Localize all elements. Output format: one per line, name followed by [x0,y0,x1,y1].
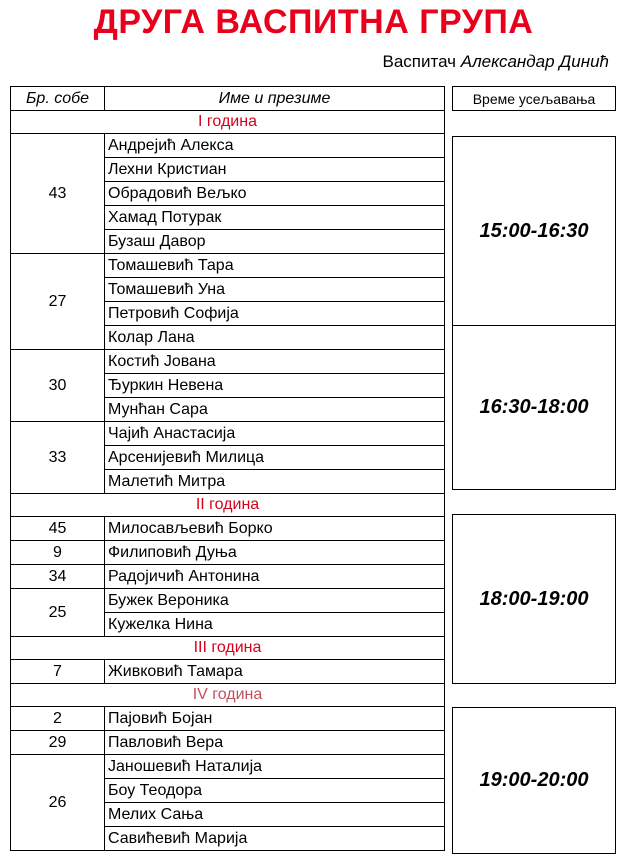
room-number: 2 [11,707,105,731]
year-label: IV година [11,684,445,707]
table-row [11,660,445,684]
time-header: Време усељавања [452,86,616,111]
student-name: Колар Лана [105,326,445,350]
student-name: Ђуркин Невена [105,374,445,398]
student-name: Малетић Митра [105,470,445,494]
student-name: Радојичић Антонина [105,565,445,589]
time-slot: 18:00-19:00 [452,514,616,684]
room-number: 25 [11,589,105,637]
room-number: 30 [11,350,105,422]
room-header: Бр. собе [11,87,105,111]
roster-table [10,86,445,851]
room-number: 26 [11,755,105,851]
time-slot: 16:30-18:00 [452,325,616,490]
header-row [11,87,445,111]
room-number: 7 [11,660,105,684]
student-name: Чајић Анастасија [105,422,445,446]
room-number: 29 [11,731,105,755]
room-number: 27 [11,254,105,350]
table-row [11,541,445,565]
name-header: Име и презиме [105,87,445,111]
student-name: Бузаш Давор [105,230,445,254]
table-row [11,565,445,589]
year-row [11,637,445,660]
table-row [11,731,445,755]
student-name: Павловић Вера [105,731,445,755]
table-row [11,707,445,731]
table-row [11,517,445,541]
table-row [11,350,445,374]
teacher-line [382,52,609,72]
room-number: 9 [11,541,105,565]
table-row [11,254,445,278]
year-row [11,111,445,134]
room-number: 33 [11,422,105,494]
page-title: ДРУГА ВАСПИТНА ГРУПА [93,3,534,41]
student-name: Јаношевић Наталија [105,755,445,779]
room-number: 43 [11,134,105,254]
student-name: Лехни Кристиан [105,158,445,182]
teacher-label: Васпитач [382,52,457,71]
year-label: II година [11,494,445,517]
student-name: Кужелка Нина [105,613,445,637]
table-row [11,589,445,613]
student-name: Мунћан Сара [105,398,445,422]
student-name: Хамад Потурак [105,206,445,230]
student-name: Боу Теодора [105,779,445,803]
room-number: 45 [11,517,105,541]
year-label: III година [11,637,445,660]
year-label: I година [11,111,445,134]
room-number: 34 [11,565,105,589]
student-name: Милосављевић Борко [105,517,445,541]
student-name: Мелих Сања [105,803,445,827]
time-slot: 19:00-20:00 [452,707,616,854]
student-name: Андрејић Алекса [105,134,445,158]
student-name: Арсенијевић Милица [105,446,445,470]
student-name: Томашевић Тара [105,254,445,278]
student-name: Филиповић Дуња [105,541,445,565]
student-name: Савићевић Марија [105,827,445,851]
year-row [11,494,445,517]
table-row [11,134,445,158]
student-name: Петровић Софија [105,302,445,326]
student-name: Живковић Тамара [105,660,445,684]
time-slot: 15:00-16:30 [452,136,616,326]
teacher-name: Александар Динић [460,52,609,71]
student-name: Пајовић Бојан [105,707,445,731]
table-row [11,755,445,779]
student-name: Обрадовић Вељко [105,182,445,206]
student-name: Костић Јована [105,350,445,374]
student-name: Томашевић Уна [105,278,445,302]
table-row [11,422,445,446]
student-name: Бужек Вероника [105,589,445,613]
year-row [11,684,445,707]
